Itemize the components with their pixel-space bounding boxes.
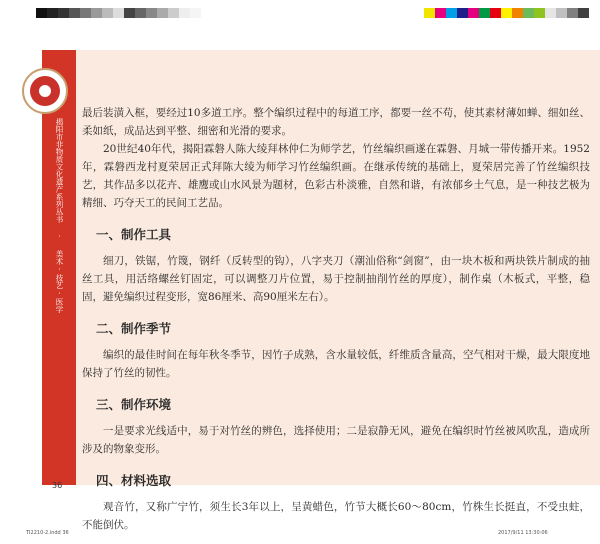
page-number: 36 [52, 481, 63, 490]
color-swatch [457, 8, 468, 18]
grayscale-swatch [190, 8, 201, 18]
grayscale-swatch [69, 8, 80, 18]
color-swatch [501, 8, 512, 18]
grayscale-swatch [179, 8, 190, 18]
grayscale-swatch [58, 8, 69, 18]
grayscale-swatch [146, 8, 157, 18]
footer-timestamp: 2017/9/11 13:30:06 [498, 530, 548, 536]
color-swatch [479, 8, 490, 18]
color-swatch [523, 8, 534, 18]
print-color-bar [424, 8, 589, 18]
series-title-vertical: 揭阳市非物质文化遗产系列丛书 · 美术·技艺·医学 [55, 118, 64, 313]
color-swatch [512, 8, 523, 18]
section-paragraph: 编织的最佳时间在每年秋冬季节，因竹子成熟，含水量较低，纤维质含量高，空气相对干燥，最大限度地保持了竹丝的韧性。 [82, 349, 590, 379]
article-content [82, 104, 590, 534]
grayscale-swatch [47, 8, 58, 18]
section-heading: 一、制作工具 [96, 227, 172, 242]
section-paragraph: 观音竹，又称广宁竹，须生长3年以上，呈黄蜡色，竹节大概长60～80cm，竹株生长挺直，不受虫蛀，不能倒伏。 [82, 501, 590, 531]
footer-file-info: TI2210-2.indd 36 [26, 530, 69, 536]
grayscale-swatch [157, 8, 168, 18]
color-swatch [567, 8, 578, 18]
emblem-logo-icon [22, 68, 68, 114]
section-paragraph: 一是要求光线适中，易于对竹丝的辨色，选择使用；二是寂静无风，避免在编织时竹丝被风吹乱，造成所涉及的物象变形。 [82, 425, 590, 455]
section-paragraph: 细刀，铁锯，竹篾，钢纤（反转型的钩），八字夹刀（潮汕俗称“剑窗”，由一块木板和两块铁片制成的抽丝工具，用活络螺丝钉固定，可以调整刀片位置，易于控制抽削竹丝的厚度），制作桌（木板式，平整，稳固，避免编织过程变形，宽86厘米、高90厘米左右）。 [82, 255, 590, 303]
section-heading: 三、制作环境 [96, 397, 172, 412]
intro-paragraph: 最后装潢入框，要经过10多道工序。整个编织过程中的每道工序，都要一丝不苟，使其素材薄如蝉、细如丝、柔如纸，成品达到平整、细密和光滑的要求。 [82, 107, 590, 137]
color-swatch [424, 8, 435, 18]
color-swatch [534, 8, 545, 18]
color-swatch [490, 8, 501, 18]
color-swatch [545, 8, 556, 18]
grayscale-swatch [102, 8, 113, 18]
grayscale-swatch [80, 8, 91, 18]
grayscale-swatch [135, 8, 146, 18]
color-swatch [435, 8, 446, 18]
grayscale-swatch [36, 8, 47, 18]
grayscale-swatch [113, 8, 124, 18]
color-swatch [556, 8, 567, 18]
color-swatch [578, 8, 589, 18]
intro-paragraph: 20世纪40年代，揭阳霖磐人陈大绫拜林仲仁为师学艺，竹丝编织画遂在霖磐、月城一带传播开来。1952年，霖磐西龙村夏荣居正式拜陈大绫为师学习竹丝编织画。在继承传统的基础上，夏荣居完善了竹丝编织技艺，其作品多以花卉、雄鹰或山水风景为题材，色彩古朴淡雅，自然和谐，有浓郁乡土气息，是一种技艺极为精细、巧夺天工的民间工艺品。 [82, 143, 590, 209]
print-grayscale-bar [36, 8, 201, 18]
grayscale-swatch [124, 8, 135, 18]
grayscale-swatch [91, 8, 102, 18]
section-heading: 四、材料选取 [96, 473, 172, 488]
color-swatch [468, 8, 479, 18]
color-swatch [446, 8, 457, 18]
grayscale-swatch [168, 8, 179, 18]
section-heading: 二、制作季节 [96, 321, 172, 336]
